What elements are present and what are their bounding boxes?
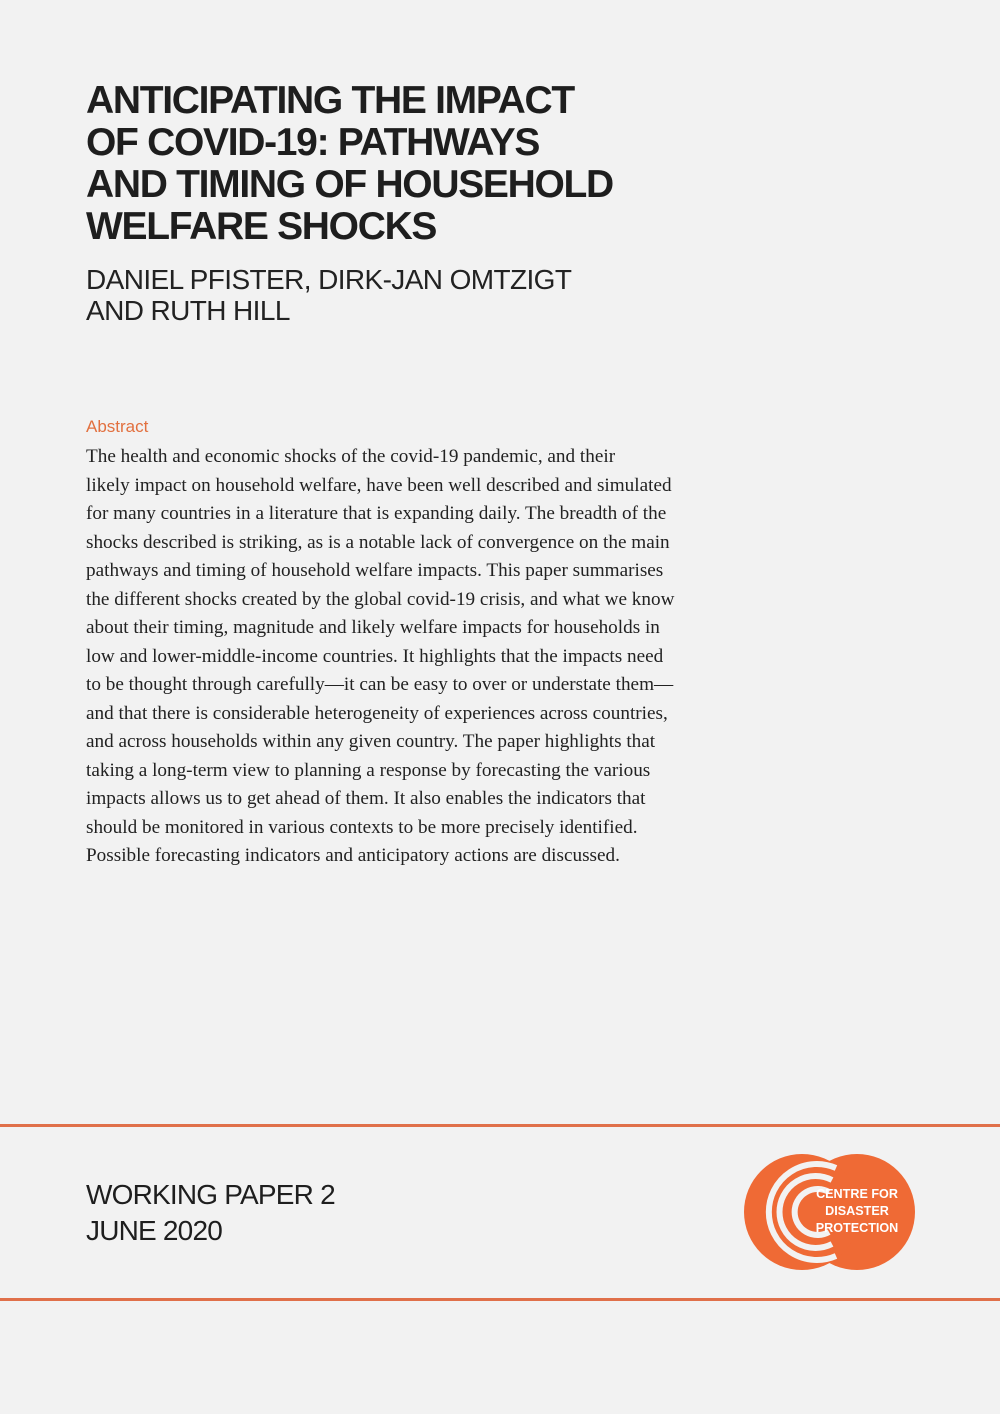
author-line: DANIEL PFISTER, DIRK-JAN OMTZIGT	[86, 264, 572, 295]
paper-title	[86, 80, 726, 248]
publication-date: JUNE 2020	[86, 1215, 222, 1246]
footer-bottom-divider	[0, 1298, 1000, 1301]
working-paper-info	[86, 1177, 335, 1249]
centre-for-disaster-protection-logo	[744, 1154, 916, 1270]
abstract-line: The health and economic shocks of the covid-19 pandemic, and their	[86, 446, 616, 467]
abstract-line: Possible forecasting indicators and anticipatory actions are discussed.	[86, 845, 620, 866]
abstract-line: pathways and timing of household welfare impacts. This paper summarises	[86, 560, 664, 581]
logo-wordmark	[802, 1186, 912, 1237]
logo-text-line: DISASTER	[825, 1204, 889, 1218]
abstract-line: likely impact on household welfare, have been well described and simulated	[86, 474, 672, 496]
author-line: AND RUTH HILL	[86, 295, 290, 326]
abstract-line: and that there is considerable heterogeneity of experiences across countries,	[86, 702, 668, 724]
title-line: AND TIMING OF HOUSEHOLD	[86, 163, 613, 206]
abstract-text	[86, 443, 746, 871]
title-line: WELFARE SHOCKS	[86, 205, 437, 248]
abstract-line: to be thought through carefully—it can be easy to over or understate them—	[86, 674, 674, 695]
abstract-line: shocks described is striking, as is a notable lack of convergence on the main	[86, 531, 670, 553]
abstract-line: low and lower-middle-income countries. It highlights that the impacts need	[86, 645, 664, 667]
abstract-line: the different shocks created by the global covid-19 crisis, and what we know	[86, 588, 675, 610]
abstract-heading: Abstract	[86, 417, 149, 436]
logo-text-line: PROTECTION	[815, 1221, 899, 1235]
abstract-line: taking a long-term view to planning a response by forecasting the various	[86, 759, 651, 781]
logo-text-line: CENTRE FOR	[816, 1187, 898, 1201]
title-line: OF COVID-19: PATHWAYS	[86, 121, 540, 164]
title-line: ANTICIPATING THE IMPACT	[86, 79, 574, 122]
abstract-line: about their timing, magnitude and likely welfare impacts for households in	[86, 617, 660, 638]
series-label: WORKING PAPER 2	[86, 1179, 335, 1210]
footer-top-divider	[0, 1124, 1000, 1127]
abstract-line: should be monitored in various contexts to be more precisely identified.	[86, 816, 638, 838]
abstract-line: impacts allows us to get ahead of them. It also enables the indicators that	[86, 788, 646, 809]
abstract-line: for many countries in a literature that is expanding daily. The breadth of the	[86, 503, 667, 524]
author-list	[86, 264, 571, 326]
abstract-line: and across households within any given country. The paper highlights that	[86, 731, 656, 752]
